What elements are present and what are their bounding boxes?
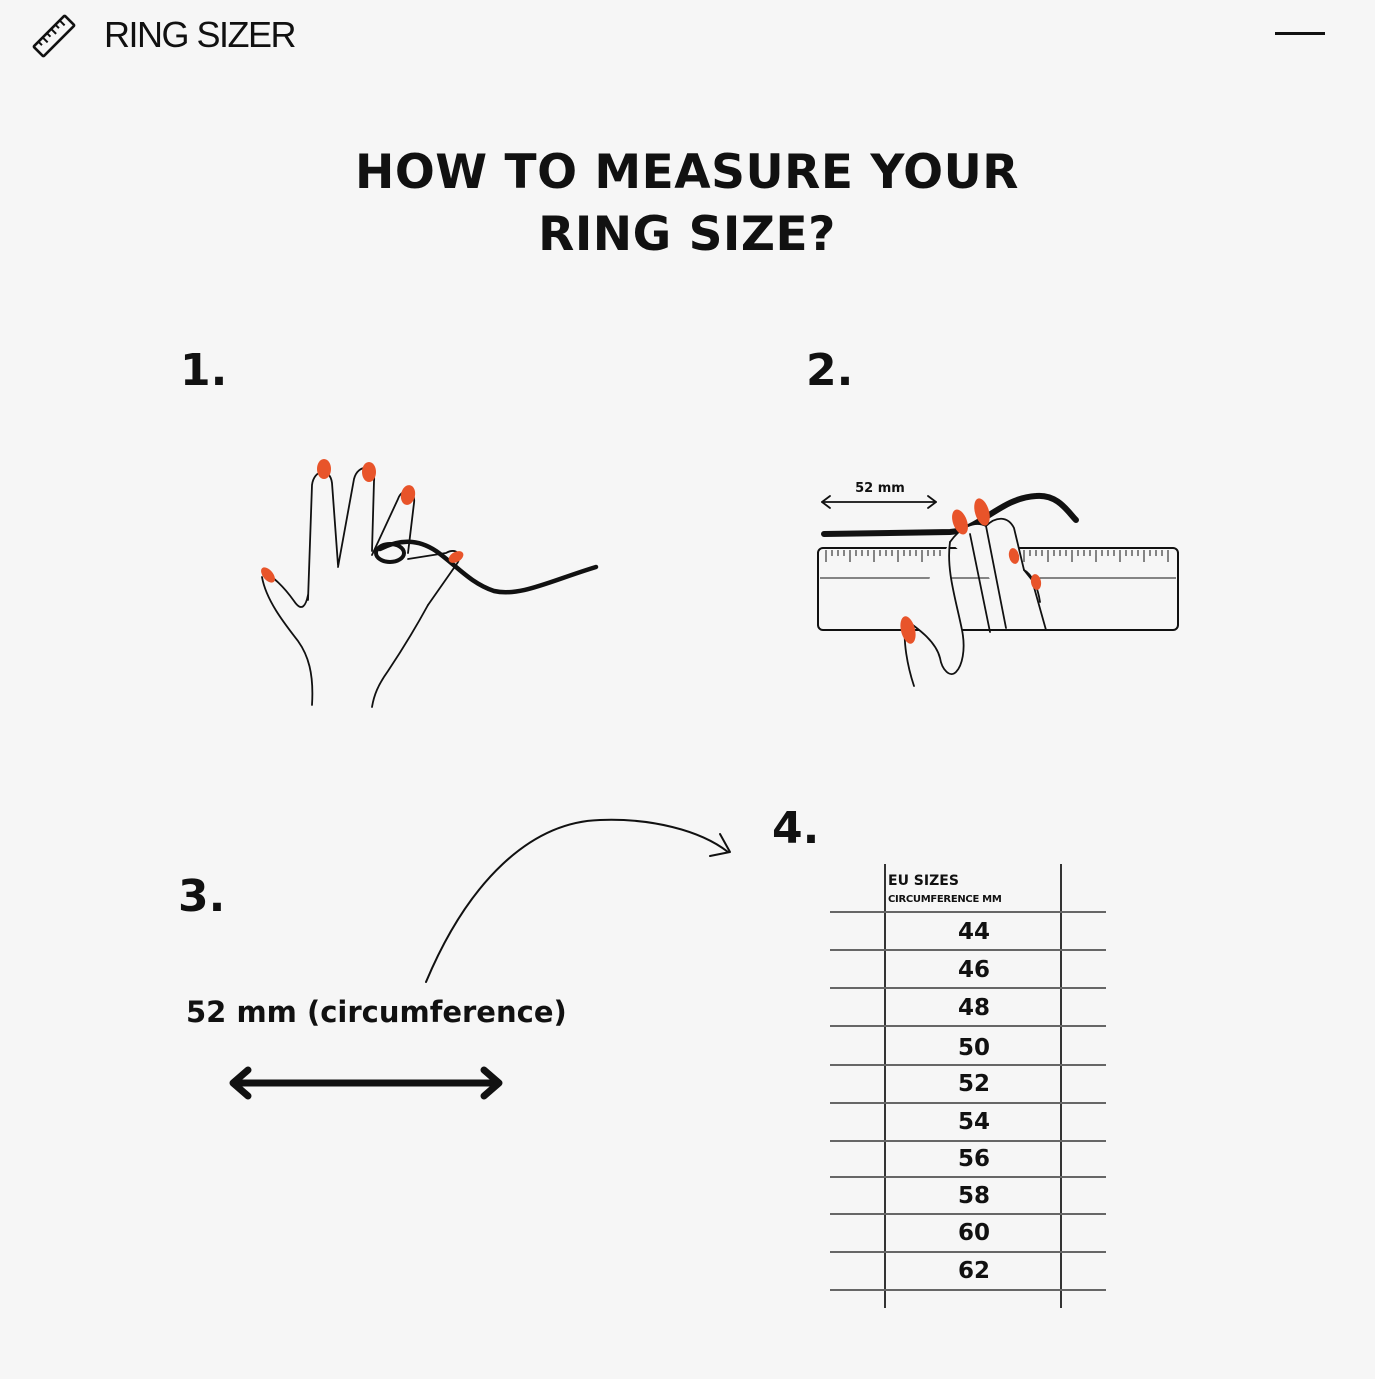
size-cell: 50 (957, 1035, 990, 1061)
header (0, 0, 1375, 70)
step-4-number: 4. (772, 803, 820, 854)
table-header: EU SIZES (888, 873, 959, 889)
table-rule (830, 1289, 1106, 1291)
circumference-measurement: 52 mm (circumference) (186, 995, 567, 1029)
table-rule (830, 1025, 1106, 1027)
hand-with-string-illustration (250, 455, 610, 715)
double-arrow-icon (222, 1060, 512, 1106)
page-title-line-1: HOW TO MEASURE YOUR (355, 145, 1019, 200)
step-3-number: 3. (178, 871, 226, 922)
close-button[interactable] (1268, 20, 1332, 48)
table-rule (830, 1176, 1106, 1178)
page-title-line-2: RING SIZE? (538, 207, 836, 262)
table-rule (830, 949, 1106, 951)
step-2-number: 2. (806, 345, 854, 396)
ruler-arrow-label: 52 mm (855, 481, 905, 496)
size-cell: 52 (957, 1071, 990, 1097)
ruler-icon (30, 12, 78, 60)
table-subheader: CIRCUMFERENCE MM (888, 894, 1002, 905)
curved-arrow-icon (420, 812, 740, 986)
size-cell: 62 (957, 1258, 990, 1284)
size-cell: 48 (957, 995, 990, 1021)
table-rule (830, 987, 1106, 989)
size-table (830, 864, 1106, 1308)
step-1-number: 1. (180, 345, 228, 396)
table-rule (830, 1251, 1106, 1253)
table-rule (830, 1064, 1106, 1066)
app-title: RING SIZER (104, 14, 296, 55)
size-cell: 44 (957, 919, 990, 945)
size-cell: 56 (957, 1146, 990, 1172)
page-title (287, 142, 1087, 266)
table-rule (830, 1213, 1106, 1215)
table-rule (830, 1140, 1106, 1142)
ruler-measurement-illustration (810, 470, 1190, 700)
minus-icon (1275, 32, 1325, 35)
table-rule (830, 1102, 1106, 1104)
size-cell: 46 (957, 957, 990, 983)
table-rule (830, 911, 1106, 913)
size-cell: 58 (957, 1183, 990, 1209)
size-cell: 60 (957, 1220, 990, 1246)
size-cell: 54 (957, 1109, 990, 1135)
